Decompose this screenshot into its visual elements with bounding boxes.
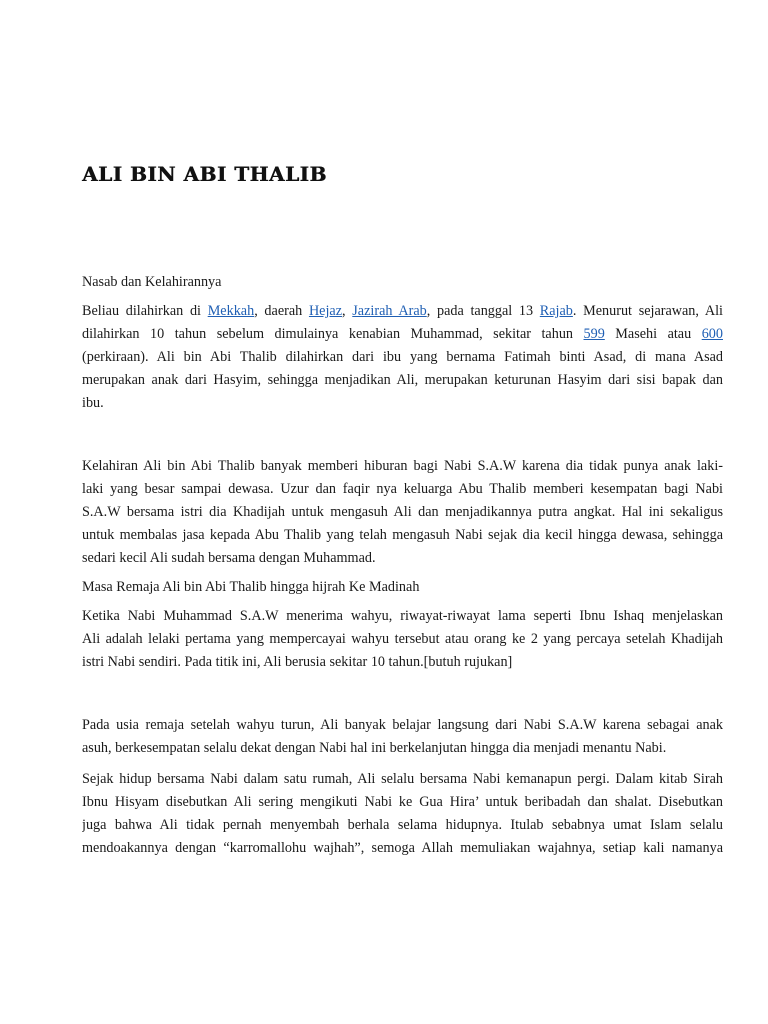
text-segment: S.A.W bersama istri dia Khadijah untuk mengasuh Ali dan menjadikannya putra angkat. Hal ini sekaligus — [82, 504, 723, 520]
text-segment: Masehi atau — [604, 326, 702, 342]
text-segment: istri Nabi sendiri. Pada titik ini, Ali berusia sekitar 10 tahun.[butuh rujukan] — [82, 654, 513, 670]
text-line — [82, 714, 723, 737]
text-line — [82, 837, 723, 860]
text-line — [82, 300, 723, 323]
text-line — [82, 369, 723, 392]
text-line — [82, 271, 723, 294]
text-segment: . Menurut sejarawan, Ali — [572, 303, 723, 319]
text-segment: asuh, berkesempatan selalu dekat dengan Nabi hal ini berkelanjutan hingga dia menjadi menantu Nabi. — [82, 740, 667, 756]
text-segment: Pada usia remaja setelah wahyu turun, Ali banyak belajar langsung dari Nabi S.A.W karena sebagai anak — [82, 717, 723, 733]
text-line — [82, 501, 723, 524]
text-segment: mendoakannya dengan “karromallohu wajhah”, semoga Allah memuliakan wajahnya, setiap kali namanya — [82, 840, 723, 856]
wiki-link[interactable]: Hejaz — [308, 303, 343, 319]
text-segment: Beliau dilahirkan di — [82, 303, 208, 319]
text-line — [82, 524, 723, 547]
text-segment: merupakan anak dari Hasyim, sehingga menjadikan Ali, merupakan keturunan Hasyim dari sisi bapak dan — [82, 372, 723, 388]
text-segment: juga bahwa Ali tidak pernah menyembah berhala selama hidupnya. Itulab sebabnya umat Islam selalu — [82, 817, 723, 833]
paragraph — [82, 300, 723, 415]
text-segment: Sejak hidup bersama Nabi dalam satu rumah, Ali selalu bersama Nabi kemanapun pergi. Dalam kitab Sirah — [82, 771, 723, 787]
text-line — [82, 455, 723, 478]
text-segment: Ali adalah lelaki pertama yang mempercayai wahyu tersebut atau orang ke 2 yang percaya setelah Khadijah — [82, 631, 723, 647]
text-segment: (perkiraan). Ali bin Abi Thalib dilahirkan dari ibu yang bernama Fatimah binti Asad, di mana Asad — [82, 349, 723, 365]
text-line — [82, 547, 723, 570]
text-segment: Kelahiran Ali bin Abi Thalib banyak memberi hiburan bagi Nabi S.A.W karena dia tidak punya anak laki- — [82, 458, 723, 474]
text-line — [82, 651, 723, 674]
wiki-link[interactable]: 599 — [583, 326, 605, 342]
text-segment: sedari kecil Ali sudah bersama dengan Muhammad. — [82, 550, 376, 566]
text-segment: Ibnu Hisyam disebutkan Ali sering mengikuti Nabi ke Gua Hira’ untuk beribadah dan shalat. Disebutkan — [82, 794, 723, 810]
text-line — [82, 737, 723, 760]
paragraph — [82, 455, 723, 570]
text-line — [82, 478, 723, 501]
wiki-link[interactable]: 600 — [701, 326, 723, 342]
text-line — [82, 791, 723, 814]
text-segment: , pada tanggal 13 — [426, 303, 540, 319]
text-line — [82, 628, 723, 651]
text-segment: , daerah — [254, 303, 309, 319]
wiki-link[interactable]: Rajab — [539, 303, 573, 319]
text-segment: Ketika Nabi Muhammad S.A.W menerima wahyu, riwayat-riwayat lama seperti Ibnu Ishaq menjelaskan — [82, 608, 723, 624]
paragraph — [82, 605, 723, 674]
text-segment: Masa Remaja Ali bin Abi Thalib hingga hijrah Ke Madinah — [82, 579, 420, 595]
wiki-link[interactable]: Jazirah Arab — [352, 303, 427, 319]
text-segment: ibu. — [82, 395, 104, 411]
text-line — [82, 576, 723, 599]
text-line — [82, 392, 723, 415]
text-segment: untuk membalas jasa kepada Abu Thalib yang telah mengasuh Nabi sejak dia kecil hingga dewasa, sehingga — [82, 527, 723, 543]
paragraph — [82, 768, 723, 860]
text-segment: laki yang besar sampai dewasa. Uzur dan faqir nya keluarga Abu Thalib memberi kesempatan bagi Nabi — [82, 481, 723, 497]
section-heading — [82, 576, 723, 599]
text-line — [82, 346, 723, 369]
document-title: ALI BIN ABI THALIB — [82, 162, 327, 186]
text-line — [82, 323, 723, 346]
text-segment: , — [342, 303, 353, 319]
paragraph — [82, 714, 723, 760]
text-line — [82, 768, 723, 791]
wiki-link[interactable]: Mekkah — [207, 303, 255, 319]
text-segment: Nasab dan Kelahirannya — [82, 274, 222, 290]
section-heading — [82, 271, 723, 294]
text-segment: dilahirkan 10 tahun sebelum dimulainya kenabian Muhammad, sekitar tahun — [82, 326, 584, 342]
text-line — [82, 814, 723, 837]
text-line — [82, 605, 723, 628]
